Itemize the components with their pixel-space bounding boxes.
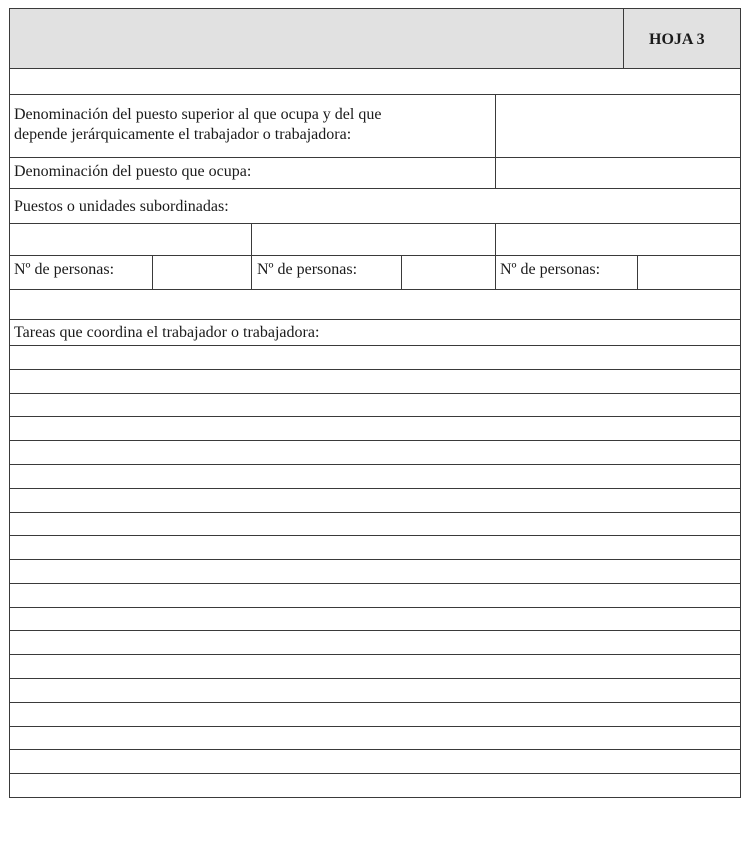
- task-line-field[interactable]: [14, 418, 736, 439]
- task-line-field[interactable]: [14, 775, 736, 796]
- current-post-field[interactable]: [496, 158, 740, 188]
- task-line-field[interactable]: [14, 561, 736, 582]
- superior-post-label-line2: depende jerárquicamente el trabajador o trabajadora:: [14, 126, 352, 143]
- frame-left: [9, 8, 10, 798]
- subordinate-unit-3-field[interactable]: [496, 224, 740, 255]
- task-line-field[interactable]: [14, 371, 736, 392]
- superior-post-label-line1: Denominación del puesto superior al que ocupa y del que: [14, 106, 382, 123]
- task-line-field[interactable]: [14, 442, 736, 463]
- persons-label-3: Nº de personas:: [500, 261, 601, 278]
- tasks-label: Tareas que coordina el trabajador o trabajadora:: [14, 324, 320, 341]
- rule: [9, 289, 741, 290]
- task-line-field[interactable]: [14, 704, 736, 725]
- task-line-field[interactable]: [14, 514, 736, 535]
- task-rule: [9, 630, 741, 631]
- task-rule: [9, 512, 741, 513]
- header-band: [9, 8, 741, 68]
- task-line-field[interactable]: [14, 680, 736, 701]
- task-rule: [9, 726, 741, 727]
- task-rule: [9, 773, 741, 774]
- frame-right: [740, 8, 741, 798]
- task-rule: [9, 440, 741, 441]
- column-divider: [251, 223, 252, 289]
- task-line-field[interactable]: [14, 632, 736, 653]
- persons-count-3-field[interactable]: [638, 256, 740, 289]
- task-rule: [9, 678, 741, 679]
- task-rule: [9, 535, 741, 536]
- task-line-field[interactable]: [14, 490, 736, 511]
- task-line-field[interactable]: [14, 751, 736, 772]
- rule: [9, 68, 741, 69]
- subordinate-unit-1-field[interactable]: [10, 224, 250, 255]
- rule: [9, 188, 741, 189]
- task-rule: [9, 464, 741, 465]
- task-line-field[interactable]: [14, 537, 736, 558]
- task-rule: [9, 654, 741, 655]
- frame-bottom: [9, 797, 741, 798]
- task-rule: [9, 488, 741, 489]
- persons-label-2: Nº de personas:: [257, 261, 358, 278]
- task-line-field[interactable]: [14, 585, 736, 606]
- persons-count-2-field[interactable]: [402, 256, 495, 289]
- column-divider: [495, 223, 496, 289]
- task-line-field[interactable]: [14, 466, 736, 487]
- subordinate-unit-2-field[interactable]: [252, 224, 494, 255]
- header-divider: [623, 8, 624, 68]
- task-line-field[interactable]: [14, 656, 736, 677]
- task-rule: [9, 583, 741, 584]
- frame-top: [9, 8, 741, 9]
- rule: [9, 319, 741, 320]
- task-rule: [9, 749, 741, 750]
- task-line-field[interactable]: [14, 728, 736, 749]
- rule: [9, 255, 741, 256]
- subordinates-label: Puestos o unidades subordinadas:: [14, 198, 229, 215]
- task-rule: [9, 369, 741, 370]
- persons-count-1-field[interactable]: [153, 256, 251, 289]
- task-line-field[interactable]: [14, 609, 736, 630]
- task-rule: [9, 416, 741, 417]
- task-rule: [9, 702, 741, 703]
- task-rule: [9, 607, 741, 608]
- task-rule: [9, 559, 741, 560]
- task-rule: [9, 393, 741, 394]
- current-post-label: Denominación del puesto que ocupa:: [14, 163, 252, 180]
- sheet-label: HOJA 3: [649, 31, 705, 48]
- persons-label-1: Nº de personas:: [14, 261, 115, 278]
- superior-post-field[interactable]: [496, 95, 740, 157]
- task-line-field[interactable]: [14, 347, 736, 368]
- task-rule: [9, 345, 741, 346]
- task-line-field[interactable]: [14, 395, 736, 416]
